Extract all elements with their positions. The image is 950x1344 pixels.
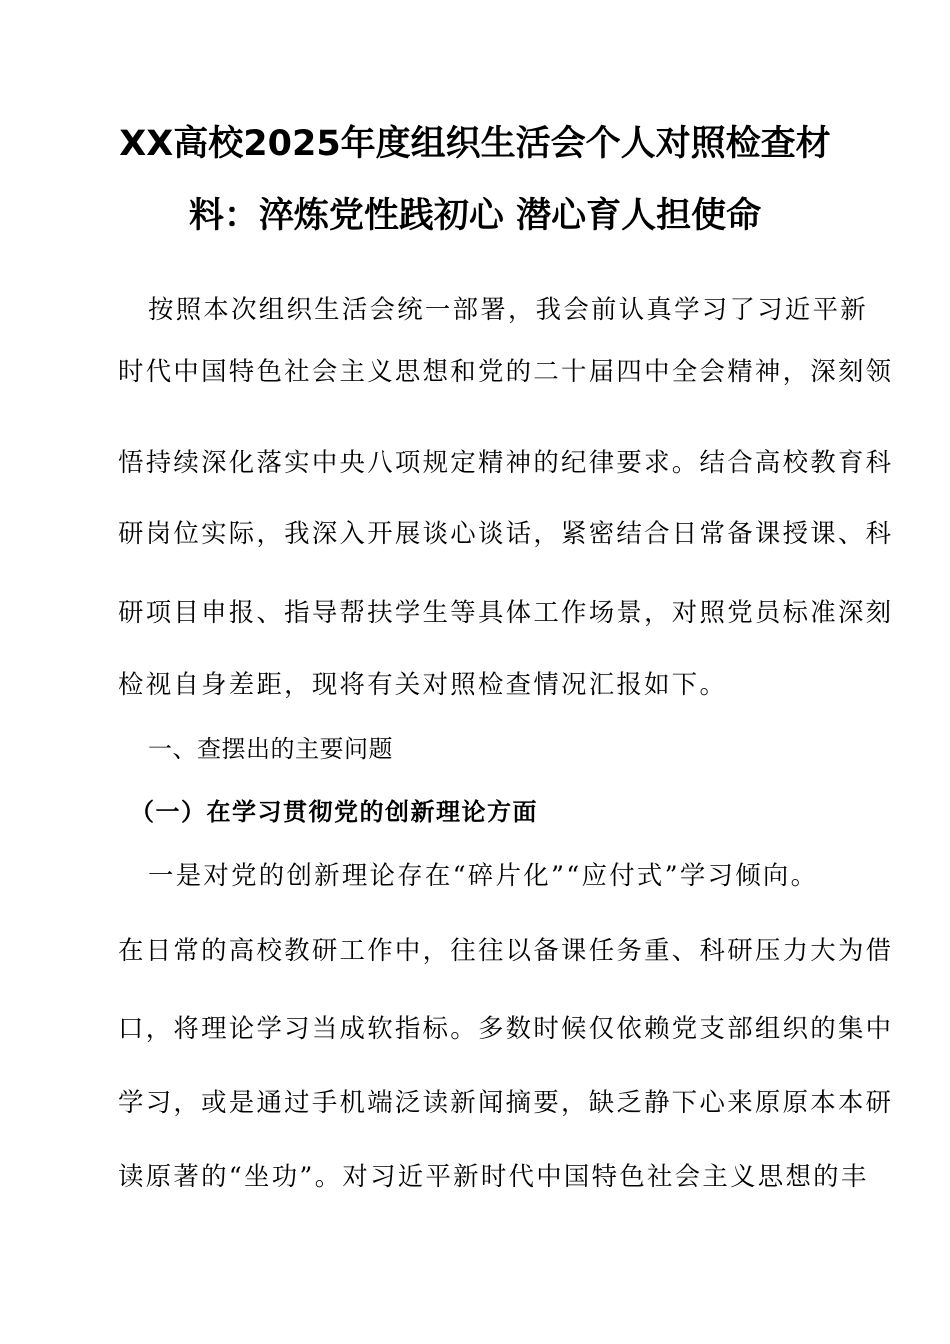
paragraph-line: 一是对党的创新理论存在“碎片化”“应付式”学习倾向。 — [148, 860, 819, 890]
paragraph-line: 读原著的“坐功”。对习近平新时代中国特色社会主义思想的丰 — [118, 1161, 869, 1191]
paragraph-line: 检视自身差距，现将有关对照检查情况汇报如下。 — [118, 669, 728, 699]
section-heading-1: 一、查摆出的主要问题 — [148, 735, 393, 763]
paragraph-line: 口，将理论学习当成软指标。多数时候仅依赖党支部组织的集中 — [118, 1013, 894, 1043]
subsection-heading-1: （一）在学习贯彻党的创新理论方面 — [130, 798, 538, 826]
paragraph-line: 按照本次组织生活会统一部署，我会前认真学习了习近平新 — [148, 294, 868, 324]
document-title-line-1: XX高校2025年度组织生活会个人对照检查材 — [119, 124, 831, 164]
paragraph-line: 时代中国特色社会主义思想和党的二十届四中全会精神，深刻领 — [118, 356, 894, 386]
document-title-line-2: 料：淬炼党性践初心 潜心育人担使命 — [188, 196, 762, 236]
paragraph-line: 研岗位实际，我深入开展谈心谈话，紧密结合日常备课授课、科 — [118, 518, 894, 548]
paragraph-line: 学习，或是通过手机端泛读新闻摘要，缺乏静下心来原原本本研 — [118, 1087, 894, 1117]
paragraph-line: 研项目申报、指导帮扶学生等具体工作场景，对照党员标准深刻 — [118, 597, 894, 627]
paragraph-line: 在日常的高校教研工作中，往往以备课任务重、科研压力大为借 — [118, 935, 894, 965]
paragraph-line: 悟持续深化落实中央八项规定精神的纪律要求。结合高校教育科 — [118, 447, 894, 477]
